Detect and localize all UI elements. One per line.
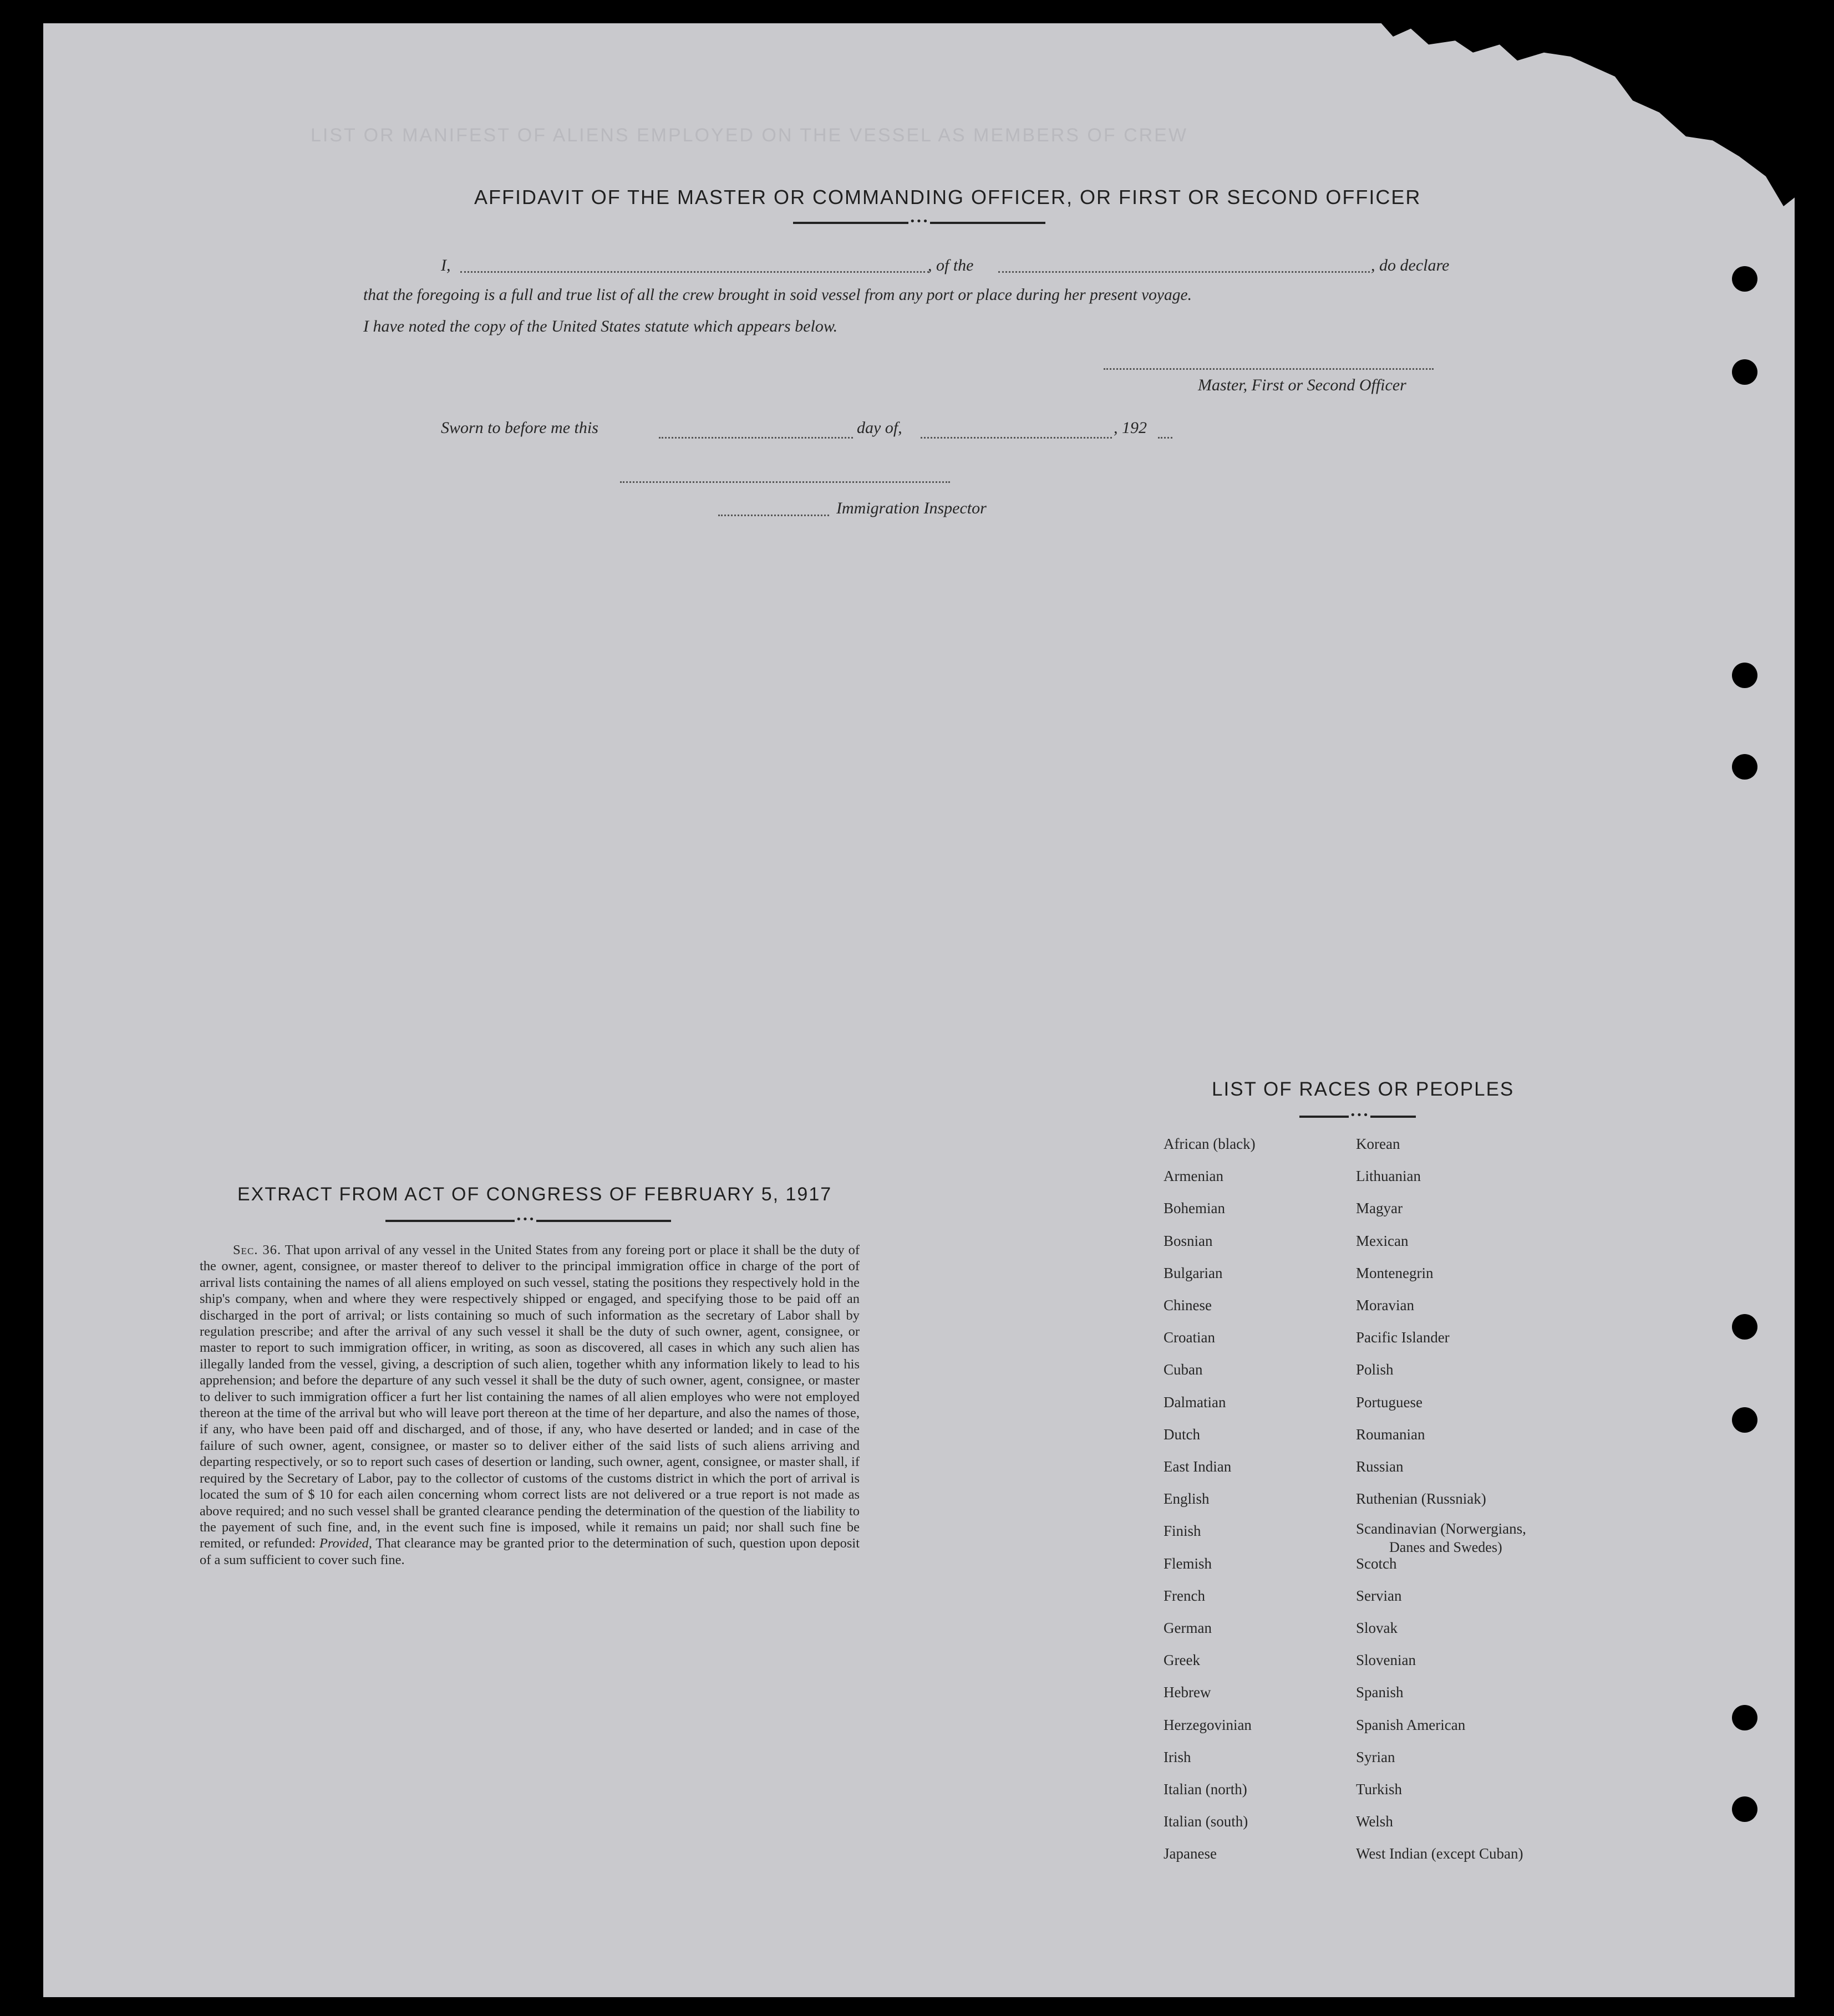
race-item: Spanish American [1356, 1716, 1466, 1733]
race-item: Ruthenian (Russniak) [1356, 1490, 1486, 1508]
race-item: Greek [1164, 1652, 1200, 1669]
race-item: German [1164, 1620, 1212, 1636]
race-item: English [1164, 1490, 1210, 1508]
race-item: Dalmatian [1164, 1393, 1226, 1411]
affidavit-i-label: I, [441, 256, 451, 274]
inspector-label: Immigration Inspector [836, 499, 987, 517]
document-page [43, 23, 1795, 1997]
race-item: Flemish [1164, 1555, 1212, 1572]
section-label: Sec. 36. [233, 1243, 282, 1258]
race-item: Chinese [1164, 1297, 1212, 1314]
binder-hole [1732, 1705, 1757, 1730]
race-item: Scotch [1356, 1555, 1397, 1572]
race-item: Portuguese [1356, 1393, 1423, 1411]
vessel-field[interactable] [998, 271, 1370, 273]
race-item: Herzegovinian [1164, 1716, 1252, 1733]
name-field[interactable] [460, 271, 929, 273]
race-item: Italian (north) [1164, 1781, 1247, 1798]
race-item: Polish [1356, 1361, 1394, 1378]
inspector-signature-field[interactable] [620, 481, 950, 483]
race-item: Bohemian [1164, 1200, 1225, 1217]
binder-hole [1732, 266, 1757, 292]
of-the-label: , of the [928, 256, 974, 274]
year-label: , 192 [1114, 419, 1147, 437]
race-item: Bosnian [1164, 1232, 1213, 1249]
race-item-continuation: Danes and Swedes) [1389, 1539, 1502, 1556]
race-item: Syrian [1356, 1748, 1395, 1765]
race-item: Cuban [1164, 1361, 1203, 1378]
race-item: West Indian (except Cuban) [1356, 1845, 1523, 1862]
binder-hole [1732, 754, 1757, 780]
race-item: Spanish [1356, 1684, 1404, 1701]
race-item: Lithuanian [1356, 1168, 1421, 1185]
race-item: African (black) [1164, 1136, 1256, 1152]
inspector-prefix-field[interactable] [718, 515, 829, 516]
race-item: East Indian [1164, 1458, 1232, 1475]
race-item: Italian (south) [1164, 1813, 1248, 1830]
race-item: Scandinavian (Norwergians, [1356, 1520, 1526, 1538]
race-item: Japanese [1164, 1845, 1217, 1862]
race-item: Korean [1356, 1136, 1400, 1152]
do-declare-label: , do declare [1371, 256, 1450, 274]
binder-hole [1732, 1796, 1757, 1822]
section-36-text [200, 1242, 860, 1568]
race-item: Welsh [1356, 1813, 1393, 1830]
extract-title: EXTRACT FROM ACT OF CONGRESS OF FEBRUARY 5, 1917 [237, 1184, 832, 1205]
race-item: Bulgarian [1164, 1264, 1223, 1281]
binder-hole [1732, 359, 1757, 385]
race-item: Magyar [1356, 1200, 1403, 1217]
race-item: Hebrew [1164, 1684, 1211, 1701]
section-tail: That clearance may be granted prior to the determination of such, question upon deposit of a sum sufficient to cover such fine. [200, 1536, 860, 1567]
title-ornament: ••• [910, 216, 929, 227]
sworn-day-field[interactable] [659, 437, 853, 439]
provided-word: Provided, [319, 1536, 372, 1551]
race-item: Irish [1164, 1748, 1191, 1765]
race-item: Moravian [1356, 1297, 1414, 1314]
race-item: Pacific Islander [1356, 1329, 1450, 1346]
race-item: Servian [1356, 1587, 1402, 1604]
binder-hole [1732, 1314, 1757, 1340]
race-item: Montenegrin [1356, 1264, 1434, 1281]
races-title: LIST OF RACES OR PEOPLES [1212, 1078, 1515, 1100]
race-item: Dutch [1164, 1426, 1200, 1443]
binder-hole [1732, 1407, 1757, 1433]
race-item: Slovenian [1356, 1652, 1416, 1669]
race-item: Russian [1356, 1458, 1404, 1475]
sworn-month-field[interactable] [921, 437, 1112, 439]
affidavit-statement: that the foregoing is a full and true list of all the crew brought in soid vessel from any port or place during her present voyage. [363, 286, 1192, 304]
race-item: Armenian [1164, 1168, 1223, 1185]
races-ornament: ••• [1350, 1109, 1369, 1121]
day-of-label: day of, [857, 419, 902, 437]
race-item: Roumanian [1356, 1426, 1425, 1443]
race-item: Slovak [1356, 1620, 1398, 1636]
master-signature-label: Master, First or Second Officer [1198, 376, 1406, 394]
sworn-label: Sworn to before me this [441, 419, 598, 437]
section-body: That upon arrival of any vessel in the United States from any foreing port or place it shall be the duty of the owner, agent, consignee, or master thereof to deliver to the principal immigration office in charge of the port of arrival lists containing the names of all aliens employed on such vessel, stating the positions they respectively hold in the ship's company, when and where they were respectively shipped or engaged, and specifying those to be paid off an discharged in the port of arrival; or lists containing so much of such information as the secretary of Labor shall by regulation prescribe; and after the arrival of any such vessel it shall be the duty of such owner, agent, consignee, or master to report to such immigration officer, in writing, as soon as discovered, all cases in which any such alien has illegally landed from the vessel, giving, a description of such alien, together whith any information likely to lead to his apprehension; and before the departure of any such vessel it shall be the duty of such owner, agent, consignee, or master to deliver to such immigration officer a furt her list containing the names of all alien employes who were not employed thereon at the time of the arrival but who will leave port thereon at the time of her departure, and also the names of those, if any, who have been paid off and discharged, and of those, if any, who have deserted or landed; and in case of the failure of such owner, agent, consignee, or master so to deliver either of the said lists of such aliens arriving and departing respectively, or so to report such cases of desertion or landing, such owner, agent, consignee, or master shall, if required by the Secretary of Labor, pay to the collector of customs of the customs district in which the port of arrival is located the sum of $ 10 for each ailen concerning whom correct lists are not delivered or a true report is not made as above required; and no such vessel shall be granted clearance pending the determination of the question of the liability to the payement of such fine, and, in the event such fine is imposed, while it remains un paid; nor shall such fine be remited, or refunded: [200, 1243, 860, 1551]
affidavit-statute-note: I have noted the copy of the United States statute which appears below. [363, 317, 838, 335]
show-through-text: LIST OR MANIFEST OF ALIENS EMPLOYED ON THE VESSEL AS MEMBERS OF CREW [311, 125, 1188, 146]
race-item: Mexican [1356, 1232, 1409, 1249]
race-item: Croatian [1164, 1329, 1215, 1346]
affidavit-title: AFFIDAVIT OF THE MASTER OR COMMANDING OFFICER, OR FIRST OR SECOND OFFICER [474, 186, 1421, 208]
year-field[interactable] [1158, 437, 1172, 439]
binder-hole [1732, 663, 1757, 688]
extract-ornament: ••• [516, 1214, 535, 1225]
race-item: Finish [1164, 1523, 1201, 1540]
race-item: French [1164, 1587, 1205, 1604]
race-item: Turkish [1356, 1781, 1403, 1798]
master-signature-field[interactable] [1104, 368, 1434, 370]
